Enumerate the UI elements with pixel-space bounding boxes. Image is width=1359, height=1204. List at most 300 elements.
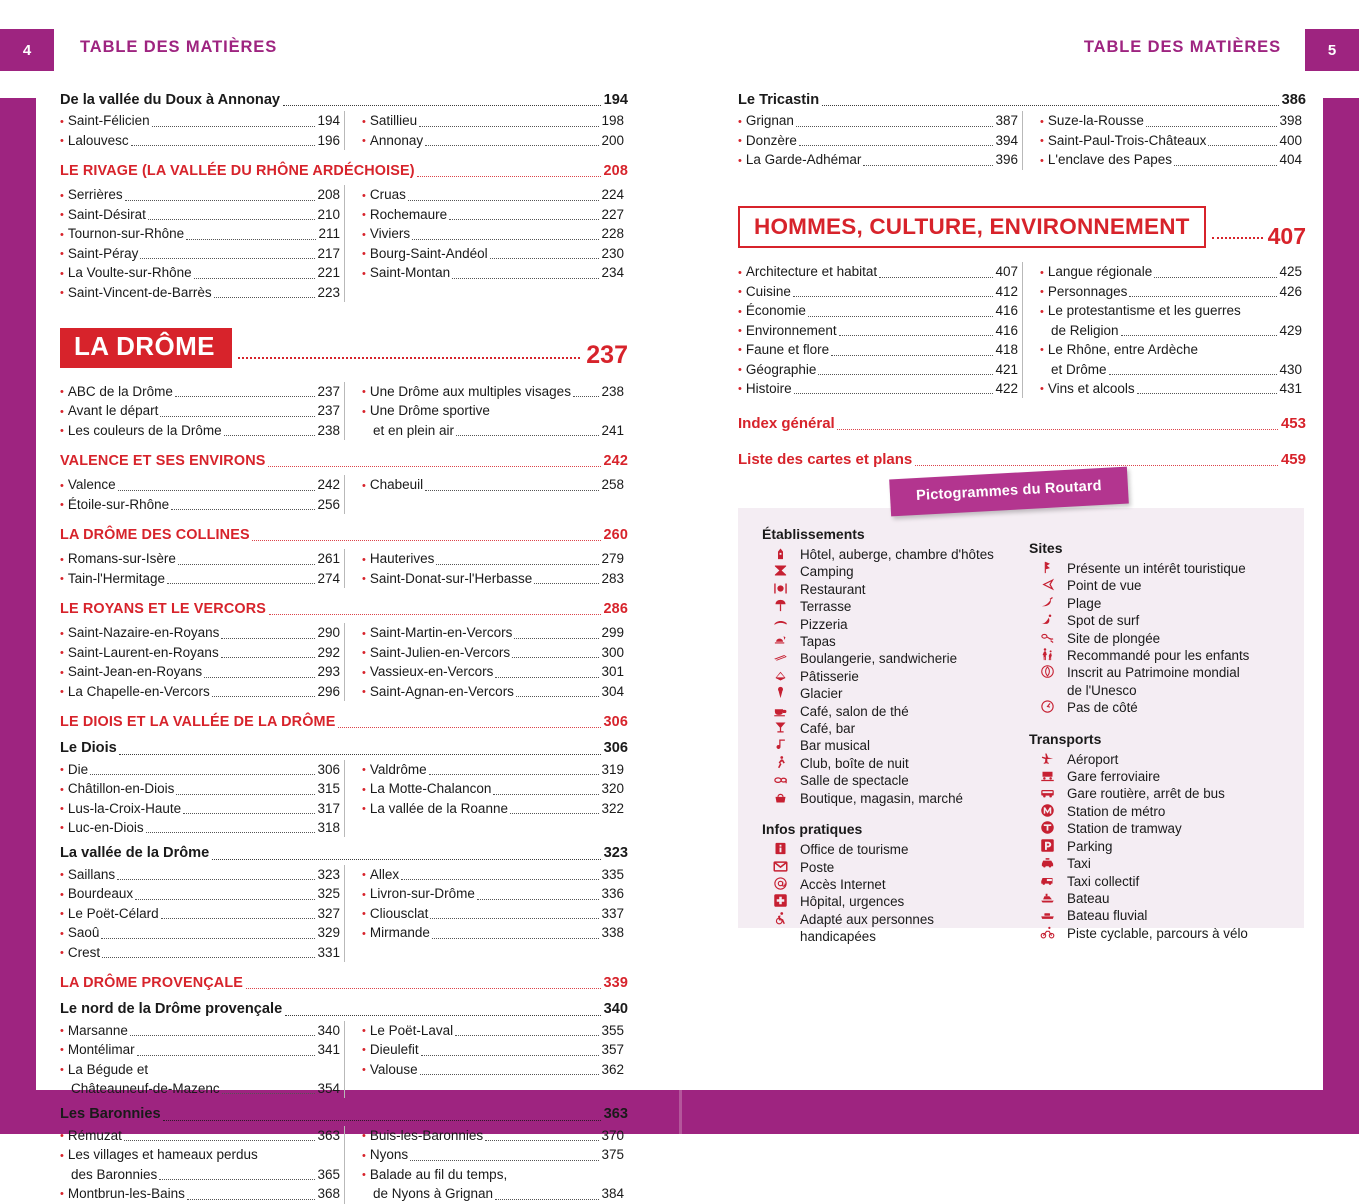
leader-dots bbox=[425, 145, 599, 146]
pictogram-label: Club, boîte de nuit bbox=[800, 755, 909, 771]
page-frame-left-bar bbox=[0, 98, 36, 1134]
toc-entry[interactable] bbox=[362, 1145, 628, 1164]
toc-section-heading[interactable] bbox=[60, 974, 628, 993]
leader-dots bbox=[283, 105, 602, 106]
entry-title: Suze-la-Rousse bbox=[1047, 113, 1144, 129]
toc-entry[interactable] bbox=[362, 1021, 628, 1040]
leader-dots bbox=[799, 145, 994, 146]
entry-page: 283 bbox=[601, 570, 624, 586]
toc-entry[interactable] bbox=[1040, 150, 1306, 169]
entry-title: Saint-Montan bbox=[369, 265, 451, 281]
pictogram-label: Bateau bbox=[1067, 890, 1110, 906]
toc-heading[interactable] bbox=[60, 844, 628, 863]
leader-dots bbox=[152, 126, 316, 127]
entry-title: Saint-Jean-en-Royans bbox=[67, 664, 203, 680]
toc-entry[interactable] bbox=[362, 244, 628, 263]
toc-entry[interactable] bbox=[362, 475, 628, 494]
toc-entry[interactable] bbox=[362, 382, 628, 401]
leader-dots bbox=[204, 677, 315, 678]
toc-entry[interactable] bbox=[362, 205, 628, 224]
entry-title: et Drôme bbox=[1051, 361, 1107, 377]
parking-icon bbox=[1027, 838, 1067, 855]
toc-entry[interactable] bbox=[362, 682, 628, 701]
entry-page: 194 bbox=[317, 113, 340, 129]
pictogram-row bbox=[1027, 664, 1304, 699]
toc-entry[interactable] bbox=[60, 263, 344, 282]
pictogram-label: Taxi bbox=[1067, 856, 1091, 872]
entry-title: Saint-Agnan-en-Vercors bbox=[369, 683, 514, 699]
pictogram-row bbox=[760, 859, 1027, 876]
toc-entry[interactable] bbox=[60, 943, 344, 962]
entry-title: Les Baronnies bbox=[60, 1106, 161, 1123]
leader-dots bbox=[534, 583, 599, 584]
entry-title: Lus-la-Croix-Haute bbox=[67, 800, 182, 816]
entry-page: 412 bbox=[995, 283, 1018, 299]
toc-entry[interactable] bbox=[60, 475, 344, 494]
leader-dots bbox=[163, 1120, 601, 1121]
toc-entry[interactable] bbox=[60, 569, 344, 588]
entry-title: La Motte-Chalancon bbox=[369, 781, 492, 797]
bullet-icon: • bbox=[1040, 305, 1044, 318]
entry-title: Histoire bbox=[745, 380, 792, 396]
toc-entry[interactable] bbox=[60, 1060, 344, 1079]
toc-entry[interactable] bbox=[738, 111, 1022, 130]
entry-title: Dieulefit bbox=[369, 1042, 419, 1058]
entry-title: Châtillon-en-Diois bbox=[67, 781, 175, 797]
entry-title: Étoile-sur-Rhône bbox=[67, 496, 170, 512]
toc-entry[interactable] bbox=[738, 282, 1022, 301]
toc-entry[interactable] bbox=[60, 923, 344, 942]
toc-entry[interactable] bbox=[362, 1165, 628, 1184]
leader-dots bbox=[863, 165, 993, 166]
toc-entry[interactable] bbox=[738, 131, 1022, 150]
toc-entry[interactable] bbox=[1040, 360, 1306, 379]
toc-entry[interactable] bbox=[362, 224, 628, 243]
leader-dots bbox=[485, 1140, 599, 1141]
entry-page: 304 bbox=[601, 683, 624, 699]
toc-entry[interactable] bbox=[738, 321, 1022, 340]
toc-entry[interactable] bbox=[60, 1040, 344, 1059]
toc-entry[interactable] bbox=[362, 569, 628, 588]
entry-title: Saint-Nazaire-en-Royans bbox=[67, 625, 220, 641]
pictogram-label: Camping bbox=[800, 564, 854, 580]
toc-entry[interactable] bbox=[362, 1184, 628, 1203]
toc-entry[interactable] bbox=[60, 244, 344, 263]
toc-entry[interactable] bbox=[60, 205, 344, 224]
bullet-icon: • bbox=[60, 405, 64, 418]
entry-page: 230 bbox=[601, 245, 624, 261]
toc-entry-subcolumn-right bbox=[344, 382, 628, 440]
entry-title: Valouse bbox=[369, 1061, 418, 1077]
bullet-icon: • bbox=[738, 325, 742, 338]
toc-entry[interactable] bbox=[362, 643, 628, 662]
bullet-icon: • bbox=[362, 908, 366, 921]
pictogram-row bbox=[760, 546, 1027, 563]
entry-page: 242 bbox=[317, 477, 340, 493]
toc-entry[interactable] bbox=[362, 865, 628, 884]
toc-entry[interactable] bbox=[60, 779, 344, 798]
toc-index-link[interactable] bbox=[738, 414, 1306, 434]
plongee-icon bbox=[1027, 630, 1067, 647]
toc-entry-subcolumn-left bbox=[738, 111, 1022, 169]
toc-entry[interactable] bbox=[60, 884, 344, 903]
toc-entry[interactable] bbox=[60, 760, 344, 779]
toc-entry-group bbox=[738, 262, 1306, 398]
toc-section-heading[interactable] bbox=[60, 162, 628, 181]
gare-routiere-icon bbox=[1027, 785, 1067, 802]
toc-entry[interactable] bbox=[60, 818, 344, 837]
leader-dots bbox=[119, 754, 601, 755]
toc-entry[interactable] bbox=[1040, 340, 1306, 359]
toc-entry[interactable] bbox=[60, 662, 344, 681]
folio-right: 5 bbox=[1305, 29, 1359, 71]
toc-entry[interactable] bbox=[362, 401, 628, 420]
entry-title: Langue régionale bbox=[1047, 264, 1153, 280]
toc-entry[interactable] bbox=[60, 904, 344, 923]
bullet-icon: • bbox=[60, 135, 64, 148]
pictogram-row bbox=[1027, 785, 1304, 802]
toc-entry[interactable] bbox=[60, 111, 344, 130]
leader-dots bbox=[495, 1199, 599, 1200]
toc-entry[interactable] bbox=[60, 1021, 344, 1040]
themes-banner[interactable] bbox=[738, 206, 1306, 249]
entry-page: 318 bbox=[317, 820, 340, 836]
entry-page: 194 bbox=[603, 92, 628, 108]
entry-title: La vallée de la Roanne bbox=[369, 800, 508, 816]
bullet-icon: • bbox=[362, 647, 366, 660]
entry-page: 335 bbox=[601, 866, 624, 882]
pictogram-row bbox=[760, 616, 1027, 633]
leader-dots bbox=[432, 938, 600, 939]
toc-entry[interactable] bbox=[362, 1040, 628, 1059]
toc-section-heading[interactable] bbox=[60, 713, 628, 732]
entry-title: Romans-sur-Isère bbox=[67, 551, 176, 567]
pictogram-row bbox=[1027, 768, 1304, 785]
entry-page: 327 bbox=[317, 905, 340, 921]
pictogram-row bbox=[1027, 699, 1304, 716]
pictogram-label: Piste cyclable, parcours à vélo bbox=[1067, 925, 1248, 941]
entry-page: 196 bbox=[317, 132, 340, 148]
bullet-icon: • bbox=[60, 479, 64, 492]
leader-dots bbox=[436, 564, 599, 565]
toc-heading[interactable] bbox=[60, 739, 628, 758]
entry-title: L'enclave des Papes bbox=[1047, 152, 1173, 168]
toc-entry[interactable] bbox=[738, 379, 1022, 398]
toc-entry[interactable] bbox=[60, 283, 344, 302]
bullet-icon: • bbox=[362, 573, 366, 586]
entry-title: Index général bbox=[738, 415, 835, 433]
entry-page: 286 bbox=[603, 601, 628, 618]
toc-entry[interactable] bbox=[362, 662, 628, 681]
leader-dots bbox=[224, 435, 316, 436]
entry-page: 258 bbox=[601, 477, 624, 493]
pictogram-label: Recommandé pour les enfants bbox=[1067, 648, 1250, 664]
terrasse-icon bbox=[760, 598, 800, 615]
toc-column-right bbox=[738, 84, 1306, 476]
toc-entry[interactable] bbox=[738, 360, 1022, 379]
leader-dots bbox=[137, 1055, 316, 1056]
leader-dots bbox=[419, 126, 599, 127]
entry-page: 301 bbox=[601, 664, 624, 680]
bullet-icon: • bbox=[1040, 135, 1044, 148]
leader-dots bbox=[425, 490, 599, 491]
entry-title: Avant le départ bbox=[67, 403, 159, 419]
region-banner-page: 237 bbox=[586, 340, 628, 369]
entry-title: Faune et flore bbox=[745, 342, 830, 358]
bullet-icon: • bbox=[60, 783, 64, 796]
toc-entry[interactable] bbox=[60, 185, 344, 204]
toc-entry[interactable] bbox=[362, 1126, 628, 1145]
entry-page: 319 bbox=[601, 761, 624, 777]
entry-page: 341 bbox=[317, 1042, 340, 1058]
enfants-icon bbox=[1027, 647, 1067, 664]
entry-title: Rémuzat bbox=[67, 1127, 122, 1143]
toc-entry[interactable] bbox=[60, 1145, 344, 1164]
toc-heading[interactable] bbox=[738, 91, 1306, 110]
toc-entry[interactable] bbox=[60, 623, 344, 642]
toc-entry[interactable] bbox=[60, 549, 344, 568]
toc-entry[interactable] bbox=[362, 263, 628, 282]
toc-entry[interactable] bbox=[60, 131, 344, 150]
bullet-icon: • bbox=[362, 209, 366, 222]
entry-title: Allex bbox=[369, 866, 400, 882]
entry-title: Les couleurs de la Drôme bbox=[67, 422, 222, 438]
bullet-icon: • bbox=[60, 1188, 64, 1201]
toc-entry[interactable] bbox=[60, 495, 344, 514]
toc-index-link[interactable] bbox=[738, 450, 1306, 470]
toc-entry[interactable] bbox=[362, 923, 628, 942]
toc-entry[interactable] bbox=[60, 865, 344, 884]
toc-entry[interactable] bbox=[60, 682, 344, 701]
entry-page: 223 bbox=[317, 284, 340, 300]
entry-title: Crest bbox=[67, 944, 101, 960]
bullet-icon: • bbox=[362, 479, 366, 492]
toc-section-heading[interactable] bbox=[60, 600, 628, 619]
entry-page: 237 bbox=[317, 403, 340, 419]
toc-entry[interactable] bbox=[60, 1126, 344, 1145]
bullet-icon: • bbox=[362, 135, 366, 148]
toc-entry[interactable] bbox=[60, 643, 344, 662]
toc-entry[interactable] bbox=[362, 799, 628, 818]
entry-page: 228 bbox=[601, 226, 624, 242]
pictogram-label: Pizzeria bbox=[800, 616, 848, 632]
toc-entry[interactable] bbox=[738, 301, 1022, 320]
taxi-collectif-icon bbox=[1027, 873, 1067, 890]
pictogram-group-title: Transports bbox=[1029, 730, 1102, 747]
entry-title: Cliousclat bbox=[369, 905, 429, 921]
pictogram-row bbox=[760, 841, 1027, 858]
toc-entry[interactable] bbox=[60, 1079, 344, 1098]
camping-icon bbox=[760, 563, 800, 580]
bullet-icon: • bbox=[60, 386, 64, 399]
entry-page: 224 bbox=[601, 187, 624, 203]
toc-entry[interactable] bbox=[60, 224, 344, 243]
entry-page: 394 bbox=[995, 132, 1018, 148]
entry-title: Les villages et hameaux perdus bbox=[67, 1147, 258, 1163]
pictogram-row bbox=[760, 755, 1027, 772]
toc-heading[interactable] bbox=[60, 1105, 628, 1124]
tramway-icon bbox=[1027, 820, 1067, 837]
entry-title: Bourdeaux bbox=[67, 886, 134, 902]
toc-entry[interactable] bbox=[362, 549, 628, 568]
entry-page: 340 bbox=[317, 1022, 340, 1038]
toc-entry[interactable] bbox=[362, 131, 628, 150]
leader-dots bbox=[839, 335, 994, 336]
pictogram-row bbox=[1027, 820, 1304, 837]
pictogram-row bbox=[1027, 890, 1304, 907]
metro-icon bbox=[1027, 803, 1067, 820]
entry-title: La Bégude et bbox=[67, 1061, 149, 1077]
toc-entry-subcolumn-left bbox=[60, 111, 344, 150]
pictogram-row bbox=[1027, 803, 1304, 820]
entry-title: Bourg-Saint-Andéol bbox=[369, 245, 488, 261]
entry-page: 398 bbox=[1279, 113, 1302, 129]
toc-entry[interactable] bbox=[1040, 379, 1306, 398]
entry-page: 317 bbox=[317, 800, 340, 816]
bullet-icon: • bbox=[60, 209, 64, 222]
bullet-icon: • bbox=[362, 802, 366, 815]
leader-dots bbox=[449, 219, 599, 220]
page-frame-right-bottom bbox=[677, 1090, 1359, 1134]
toc-entry[interactable] bbox=[362, 421, 628, 440]
pictogram-row bbox=[1027, 838, 1304, 855]
toc-entry-subcolumn-left bbox=[60, 865, 344, 962]
bullet-icon: • bbox=[738, 154, 742, 167]
bullet-icon: • bbox=[60, 927, 64, 940]
leader-dots bbox=[818, 374, 993, 375]
toc-entry-subcolumn-left bbox=[60, 1126, 344, 1204]
toc-entry[interactable] bbox=[362, 623, 628, 642]
leader-dots bbox=[514, 638, 599, 639]
toc-entry[interactable] bbox=[362, 904, 628, 923]
toc-entry[interactable] bbox=[362, 884, 628, 903]
toc-entry[interactable] bbox=[1040, 262, 1306, 281]
entry-title: Environnement bbox=[745, 322, 837, 338]
toc-entry[interactable] bbox=[60, 382, 344, 401]
entry-page: 261 bbox=[317, 551, 340, 567]
toc-entry-subcolumn-right bbox=[344, 185, 628, 302]
bullet-icon: • bbox=[362, 666, 366, 679]
entry-page: 256 bbox=[317, 496, 340, 512]
toc-entry[interactable] bbox=[1040, 131, 1306, 150]
toc-entry[interactable] bbox=[1040, 282, 1306, 301]
entry-page: 368 bbox=[317, 1186, 340, 1202]
toc-entry[interactable] bbox=[362, 111, 628, 130]
entry-page: 363 bbox=[317, 1127, 340, 1143]
region-banner[interactable] bbox=[60, 328, 628, 368]
bullet-icon: • bbox=[738, 115, 742, 128]
pictogram-label: Gare routière, arrêt de bus bbox=[1067, 786, 1225, 802]
entry-title: Montbrun-les-Bains bbox=[67, 1186, 185, 1202]
toc-section-heading[interactable] bbox=[60, 452, 628, 471]
leader-dots bbox=[130, 1035, 316, 1036]
taxi-icon bbox=[1027, 855, 1067, 872]
toc-entry[interactable] bbox=[60, 421, 344, 440]
surf-icon bbox=[1027, 612, 1067, 629]
leader-dots bbox=[1146, 126, 1278, 127]
entry-page: 241 bbox=[601, 422, 624, 438]
pictogram-row bbox=[760, 563, 1027, 580]
bullet-icon: • bbox=[738, 363, 742, 376]
toc-heading[interactable] bbox=[60, 1000, 628, 1019]
pictogram-row bbox=[1027, 630, 1304, 647]
leader-dots bbox=[124, 1140, 316, 1141]
toc-entry-group bbox=[60, 382, 628, 440]
entry-title: Économie bbox=[745, 303, 806, 319]
leader-dots bbox=[176, 794, 315, 795]
leader-dots bbox=[915, 465, 1279, 466]
entry-title: Saint-Paul-Trois-Châteaux bbox=[1047, 132, 1207, 148]
bullet-icon: • bbox=[362, 627, 366, 640]
bullet-icon: • bbox=[60, 499, 64, 512]
leader-dots bbox=[452, 278, 599, 279]
entry-page: 200 bbox=[601, 132, 624, 148]
toc-entry[interactable] bbox=[362, 779, 628, 798]
entry-title: Vassieux-en-Vercors bbox=[369, 664, 494, 680]
bullet-icon: • bbox=[738, 344, 742, 357]
entry-page: 418 bbox=[995, 342, 1018, 358]
toc-entry[interactable] bbox=[60, 401, 344, 420]
pictogram-label: Café, salon de thé bbox=[800, 703, 909, 719]
toc-entry[interactable] bbox=[738, 150, 1022, 169]
toc-entry[interactable] bbox=[738, 340, 1022, 359]
toc-entry[interactable] bbox=[738, 262, 1022, 281]
entry-page: 306 bbox=[603, 714, 628, 731]
toc-entry[interactable] bbox=[362, 185, 628, 204]
entry-title: LE DIOIS ET LA VALLÉE DE LA DRÔME bbox=[60, 714, 336, 731]
entry-page: 293 bbox=[317, 664, 340, 680]
entry-page: 421 bbox=[995, 361, 1018, 377]
entry-title: Le nord de la Drôme provençale bbox=[60, 1001, 283, 1018]
pictogram-row bbox=[1027, 577, 1304, 594]
point-de-vue-icon bbox=[1027, 577, 1067, 594]
leader-dots bbox=[1212, 237, 1263, 239]
entry-page: 384 bbox=[601, 1186, 624, 1202]
entry-page: 429 bbox=[1279, 322, 1302, 338]
entry-page: 430 bbox=[1279, 361, 1302, 377]
leader-dots bbox=[477, 899, 600, 900]
toc-entry[interactable] bbox=[1040, 301, 1306, 320]
hopital-icon bbox=[760, 893, 800, 910]
entry-page: 416 bbox=[995, 303, 1018, 319]
pictogram-row bbox=[760, 598, 1027, 615]
entry-page: 425 bbox=[1279, 264, 1302, 280]
unesco-icon bbox=[1027, 664, 1067, 681]
toc-entry[interactable] bbox=[362, 760, 628, 779]
entry-page: 296 bbox=[317, 683, 340, 699]
entry-page: 459 bbox=[1280, 451, 1306, 469]
entry-page: 322 bbox=[601, 800, 624, 816]
toc-entry[interactable] bbox=[60, 1184, 344, 1203]
entry-title: Personnages bbox=[1047, 283, 1128, 299]
toc-entry[interactable] bbox=[60, 1165, 344, 1184]
toc-entry[interactable] bbox=[1040, 321, 1306, 340]
leader-dots bbox=[338, 727, 601, 728]
leader-dots bbox=[246, 988, 602, 989]
toc-entry[interactable] bbox=[60, 799, 344, 818]
entry-page: 363 bbox=[603, 1106, 628, 1123]
toc-heading[interactable] bbox=[60, 91, 628, 110]
leader-dots bbox=[171, 509, 315, 510]
toc-entry[interactable] bbox=[362, 1060, 628, 1079]
leader-dots bbox=[117, 879, 315, 880]
bullet-icon: • bbox=[362, 686, 366, 699]
leader-dots bbox=[238, 357, 580, 359]
toc-entry[interactable] bbox=[1040, 111, 1306, 130]
entry-title: Viviers bbox=[369, 226, 411, 242]
leader-dots bbox=[194, 278, 316, 279]
toc-section-heading[interactable] bbox=[60, 526, 628, 545]
